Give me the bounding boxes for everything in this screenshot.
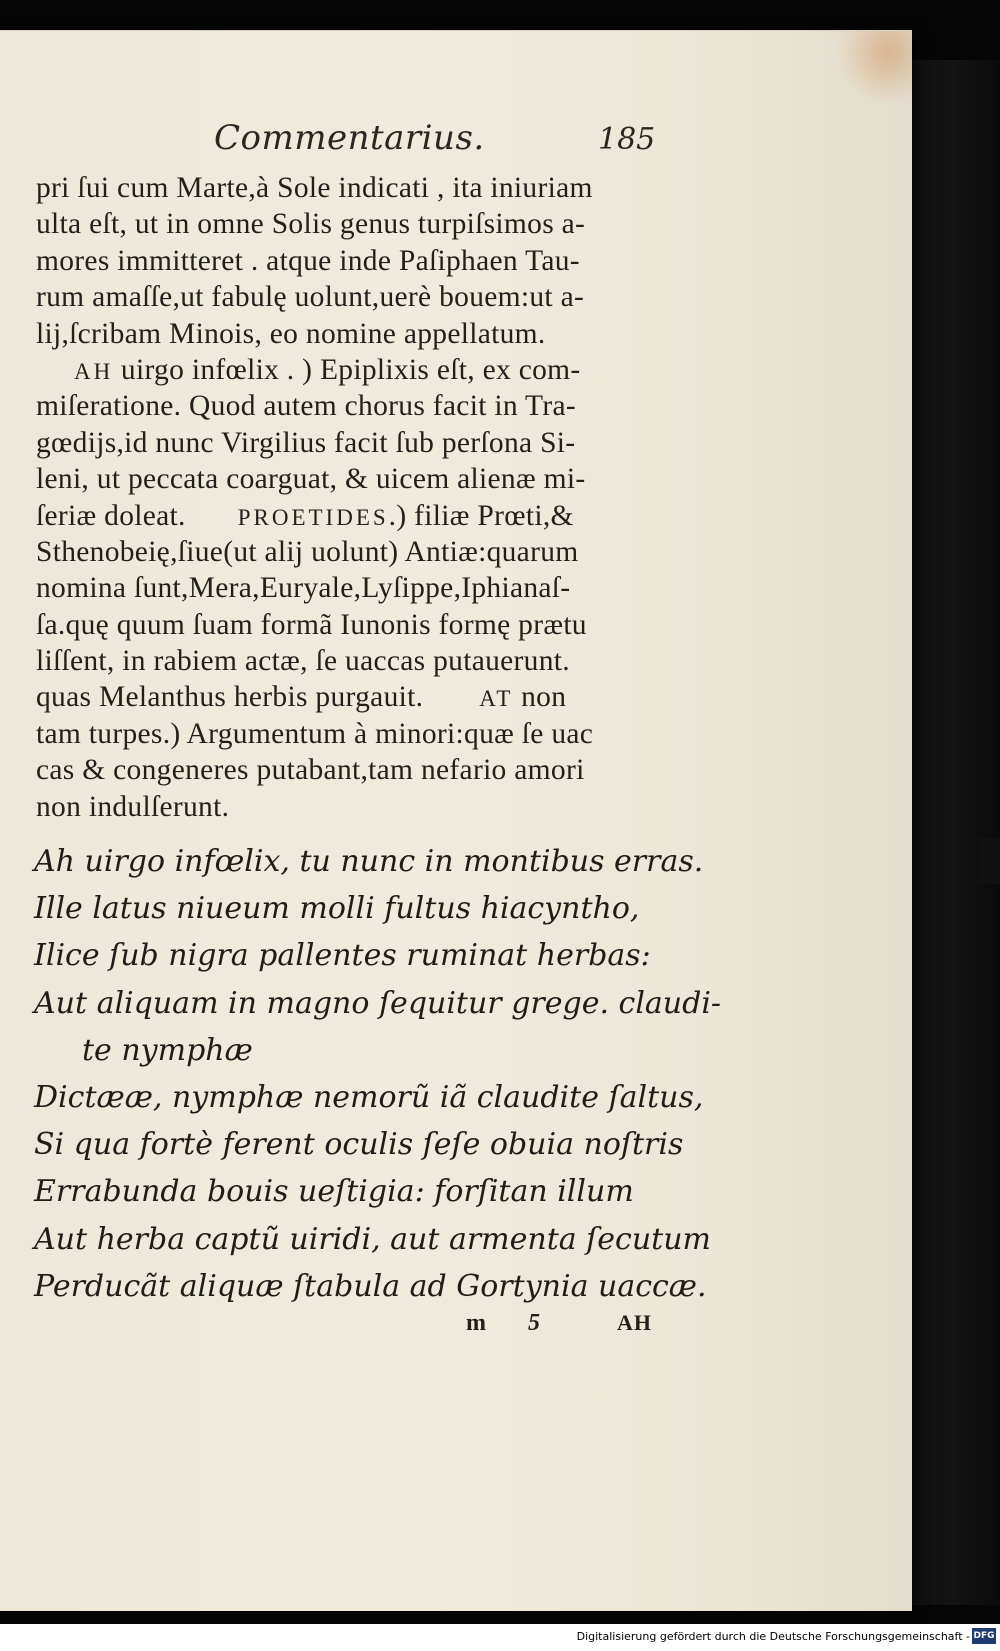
verse-line: Perducãt aliquæ ſtabula ad Gortynia uaccæ.: [34, 1268, 707, 1304]
verse-line: te nymphæ: [82, 1032, 253, 1068]
scan-clip: [978, 838, 1000, 884]
text-line: [36, 498, 648, 534]
text-line: pri ſui cum Marte,à Sole indicati , ita iniuriam: [36, 172, 593, 204]
lemma: PROETIDES: [237, 504, 389, 530]
text-line: tam turpes.) Argumentum à minori:quæ ſe uac: [36, 717, 594, 750]
text-line: non indulſerunt.: [36, 790, 230, 823]
text-segment: ſeriæ doleat.: [36, 499, 186, 532]
text-line: lij,ſcribam Minois, eo nomine appellatum.: [36, 317, 546, 350]
digitization-footer: [0, 1624, 1000, 1651]
lemma-gloss: uirgo infœlix . ) Epiplixis eſt, ex com-: [113, 353, 581, 386]
page-header: [0, 118, 912, 168]
signature-line: [466, 1310, 652, 1346]
text-segment: quas Melanthus herbis purgauit.: [36, 681, 424, 714]
text-line: [36, 352, 648, 388]
verse-line: Dictææ, nymphæ nemorũ iã claudite ſaltus,: [34, 1079, 704, 1115]
verse-line: Errabunda bouis ueſtigia: forſitan illum: [34, 1174, 634, 1210]
page-number: 185: [598, 122, 656, 157]
funding-credit: Digitalisierung gefördert durch die Deutsche Forschungsgemeinschaft -: [576, 1630, 970, 1643]
verse-line: Aut herba captũ uiridi, aut armenta ſecutum: [34, 1221, 711, 1257]
verse-line: Si qua fortè ferent oculis ſeſe obuia noſtris: [34, 1127, 684, 1163]
lemma-gloss: non: [513, 681, 567, 714]
catchword: AH: [617, 1310, 652, 1335]
verse-line: Aut aliquam in magno ſequitur grege. claudi-: [34, 985, 722, 1021]
lemma: AT: [479, 686, 514, 712]
lemma-gloss: .) filiæ Prœti,&: [388, 499, 574, 532]
text-line: leni, ut peccata coarguat, & uicem alienæ mi-: [36, 463, 586, 496]
text-line: nomina ſunt,Mera,Euryale,Lyſippe,Iphianaſ-: [36, 572, 571, 605]
verse-block: [34, 838, 722, 1310]
signature-mark: m: [466, 1310, 486, 1336]
text-line: [36, 679, 648, 715]
text-line: mores immitteret . atque inde Paſiphaen Tau-: [36, 244, 580, 277]
verse-line: Ilice ſub nigra pallentes ruminat herbas:: [34, 938, 651, 974]
verse-line: Ille latus niueum molli fultus hiacyntho,: [34, 891, 640, 927]
text-line: Sthenobeię,ſiue(ut alij uolunt) Antiæ:quarum: [36, 535, 579, 568]
lemma: AH: [74, 358, 114, 384]
verse-line: Ah uirgo infœlix, tu nunc in montibus erras.: [34, 844, 704, 879]
signature-number: 5: [528, 1310, 540, 1336]
text-line: miſeratione. Quod autem chorus facit in Tra-: [36, 390, 576, 423]
dfg-logo-icon: DFG: [972, 1628, 996, 1644]
text-line: cas & congeneres putabant,tam nefario amori: [36, 754, 585, 787]
text-line: rum amaſſe,ut fabulę uolunt,uerè bouem:ut a-: [36, 281, 585, 314]
paper-stain: [832, 31, 912, 101]
text-line: liſſent, in rabiem actæ, ſe uaccas putauerunt.: [36, 645, 570, 678]
text-line: gœdijs,id nunc Virgilius facit ſub perſona Si-: [36, 426, 576, 459]
running-title: Commentarius.: [214, 118, 485, 158]
text-line: ulta eſt, ut in omne Solis genus turpiſsimos a-: [36, 208, 586, 241]
commentary-text: [36, 170, 648, 825]
text-line: ſa.quę quum ſuam formã Iunonis formę prætu: [36, 608, 587, 641]
